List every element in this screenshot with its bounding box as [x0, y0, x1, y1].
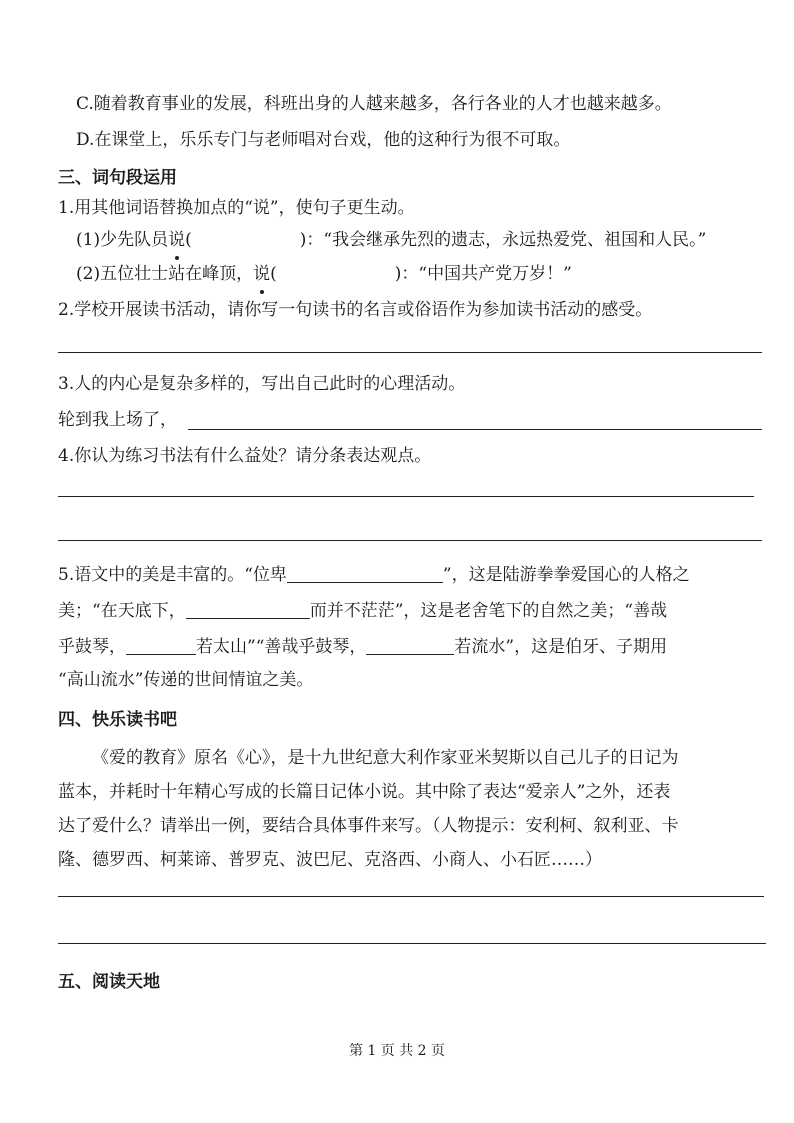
question-1: [58, 196, 415, 220]
q5-blank-1[interactable]: [287, 562, 443, 583]
reading-paragraph-line-3: 达了爱什么？请举出一例，要结合具体事件来写。（人物提示：安利柯、叙利亚、卡: [58, 816, 679, 836]
reading-paragraph-line-2: 蓝本，并耗时十年精心写成的长篇日记体小说。其中除了表达“爱亲人”之外，还表: [58, 782, 671, 802]
question-1-sentence-2: [76, 262, 572, 286]
answer-line[interactable]: [58, 896, 764, 897]
s2-dotted-word: 说: [253, 264, 271, 284]
q5-blank-4[interactable]: [366, 634, 454, 655]
question-5-line-3: [58, 634, 667, 659]
q5-blank-3[interactable]: [126, 634, 196, 655]
question-5-line-1: [58, 562, 690, 587]
q5-text: 乎鼓琴，: [58, 637, 126, 657]
q5-text: ”，这是陆游拳拳爱国心的人格之: [442, 565, 690, 585]
q1-suffix: ，使句子更生动。: [278, 198, 415, 218]
s2-after: ：“中国共产党万岁！”: [401, 264, 572, 284]
reading-paragraph-line-1: 《爱的教育》原名《心》，是十九世纪意大利作家亚米契斯以自己儿子的日记为: [92, 748, 679, 768]
s1-dotted-word: 说: [168, 230, 186, 250]
section-4-heading: 四、快乐读书吧: [58, 710, 177, 730]
answer-line[interactable]: [58, 540, 762, 541]
s1-after: ：“我会继承先烈的遗志，永远热爱党、祖国和人民。”: [306, 230, 707, 250]
question-3-prompt: 轮到我上场了，: [58, 410, 177, 430]
question-5-line-4: “高山流水”传递的世间情谊之美。: [58, 670, 314, 690]
answer-line[interactable]: [188, 429, 762, 430]
s1-before: (1)少先队员: [76, 230, 169, 250]
page-number: 第 1 页 共 2 页: [348, 1043, 446, 1059]
q5-text: 而并不茫茫”，这是老舍笔下的自然之美；“善哉: [309, 601, 668, 621]
section-3-heading: 三、词句段运用: [58, 168, 177, 188]
option-c: C.随着教育事业的发展，科班出身的人越来越多，各行各业的人才也越来越多。: [76, 94, 672, 114]
q5-blank-2[interactable]: [186, 598, 310, 619]
q5-text: 5.语文中的美是丰富的。“位卑: [58, 565, 287, 585]
question-5-line-2: [58, 598, 667, 623]
q1-quoted: “说”: [244, 198, 279, 218]
q5-text: 若太山”“善哉乎鼓琴，: [196, 637, 367, 657]
s1-close-paren: ): [299, 230, 307, 250]
answer-line[interactable]: [58, 352, 762, 353]
answer-line[interactable]: [58, 943, 766, 944]
option-d: D.在课堂上，乐乐专门与老师唱对台戏，他的这种行为很不可取。: [76, 130, 571, 150]
section-5-heading: 五、阅读天地: [58, 972, 160, 992]
q5-text: 美；“在天底下，: [58, 601, 186, 621]
s2-before: (2)五位壮士站在峰顶，: [76, 264, 254, 284]
question-1-sentence-1: [76, 228, 706, 252]
question-3: 3.人的内心是复杂多样的，写出自己此时的心理活动。: [58, 374, 466, 394]
s2-open-paren: (: [270, 264, 277, 284]
reading-paragraph-line-4: 隆、德罗西、柯莱谛、普罗克、波巴尼、克洛西、小商人、小石匠……）: [58, 850, 602, 870]
q1-prefix: 1.用其他词语替换加点的: [58, 198, 245, 218]
s2-close-paren: ): [394, 264, 402, 284]
s1-open-paren: (: [185, 230, 192, 250]
question-2: 2.学校开展读书活动，请你写一句读书的名言或俗语作为参加读书活动的感受。: [58, 300, 653, 320]
question-4: 4.你认为练习书法有什么益处？请分条表达观点。: [58, 446, 432, 466]
q5-text: 若流水”，这是伯牙、子期用: [454, 637, 668, 657]
answer-line[interactable]: [58, 496, 754, 497]
